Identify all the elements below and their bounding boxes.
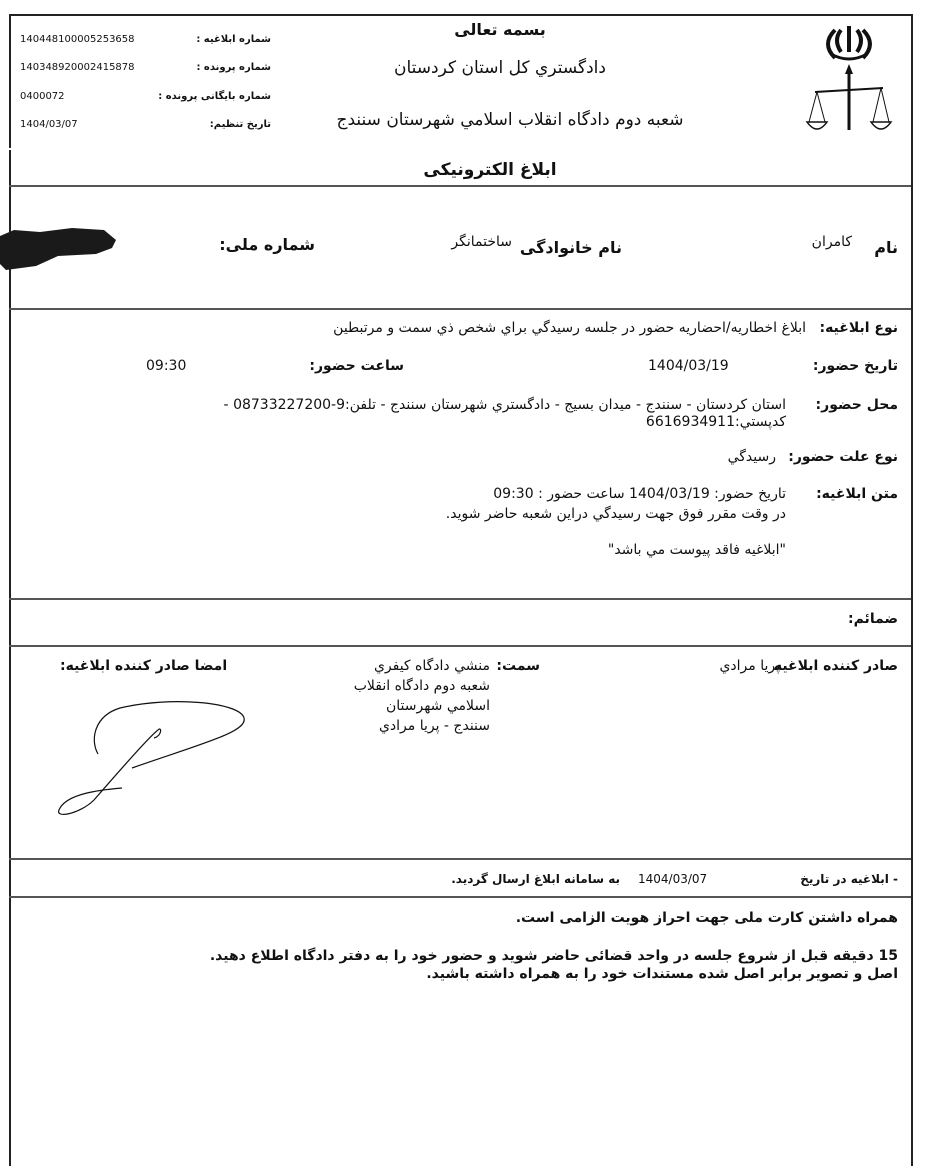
judiciary-emblem-icon — [803, 20, 895, 140]
divider — [9, 598, 911, 600]
appearance-time-value: 09:30 — [146, 358, 187, 374]
notice-text-line3: "ابلاغيه فاقد پيوست مي باشد" — [607, 542, 786, 558]
archive-number-value: 0400072 — [20, 91, 65, 102]
branch-title: شعبه دوم دادگاه انقلاب اسلامي شهرستان سنندج — [336, 110, 684, 130]
appearance-place-line1: استان كردستان - سنندج - ميدان بسيج - دادگستري شهرستان سنندج - تلفن:9-08733227200 - — [223, 397, 786, 413]
appearance-date-label: تاريخ حضور: — [812, 358, 898, 374]
position-line3: اسلامي شهرستان — [385, 698, 490, 714]
national-id-label: شماره ملی: — [219, 235, 315, 254]
case-number-label: شماره پرونده : — [196, 62, 271, 73]
sent-prefix: - ابلاغيه در تاريخ — [800, 872, 898, 886]
issuer-signature — [50, 690, 250, 820]
divider — [9, 858, 911, 860]
notice-number-label: شماره ابلاغيه : — [196, 34, 271, 45]
header-spacer — [9, 148, 911, 150]
sent-suffix: به سامانه ابلاغ ارسال گرديد. — [451, 872, 620, 886]
position-line1: منشي دادگاه كيفري — [373, 658, 490, 674]
position-line2: شعبه دوم دادگاه انقلاب — [353, 678, 490, 694]
issue-date-value: 1404/03/07 — [20, 119, 78, 130]
appearance-date-value: 1404/03/19 — [648, 358, 729, 374]
case-number-value: 140348920002415878 — [20, 62, 135, 73]
position-label: سمت: — [496, 658, 540, 674]
divider — [9, 645, 911, 647]
divider — [9, 185, 911, 187]
notice-type-value: ابلاغ اخطاريه/احضاريه حضور در جلسه رسيدگي براي شخص ذي سمت و مرتبطين — [333, 320, 806, 336]
redacted-national-id — [0, 226, 118, 272]
footer-note-3: اصل و تصویر برابر اصل شده مستندات خود را به همراه داشته باشید. — [426, 966, 898, 982]
notice-text-line1: تاريخ حضور: 1404/03/19 ساعت حضور : 09:30 — [493, 486, 786, 502]
notice-text-label: متن ابلاغيه: — [816, 486, 898, 502]
appearance-place-line2: كدپستي:6616934911 — [645, 414, 786, 430]
signature-label: امضا صادر كننده ابلاغيه: — [60, 658, 228, 674]
page-title: ابلاغ الکترونیکی — [423, 160, 557, 180]
appearance-time-label: ساعت حضور: — [309, 358, 404, 374]
first-name-value: کامران — [811, 234, 852, 250]
notice-type-label: نوع ابلاغيه: — [819, 320, 898, 336]
court-general-title: دادگستري كل استان كردستان — [394, 58, 606, 78]
issue-date-label: تاريخ تنظيم: — [209, 119, 271, 130]
footer-note-2: 15 دقیقه قبل از شروع جلسه در واحد قضائی حاضر شوید و حضور خود را به دفتر دادگاه اطلاع دهید. — [209, 948, 898, 964]
notice-number-value: 140448100005253658 — [20, 34, 135, 45]
appearance-reason-label: نوع علت حضور: — [788, 449, 898, 465]
divider — [9, 308, 911, 310]
position-line4: سنندج - پريا مرادي — [378, 718, 490, 734]
appearance-reason-value: رسيدگي — [727, 449, 776, 465]
sent-date: 1404/03/07 — [638, 872, 708, 886]
footer-note-1: همراه داشتن کارت ملی جهت احراز هویت الزامی است. — [515, 910, 898, 926]
issuer-name: پريا مرادي — [719, 658, 780, 674]
appearance-place-label: محل حضور: — [815, 397, 898, 413]
last-name-value: ساختمانگر — [451, 234, 512, 250]
issuer-label: صادر كننده ابلاغيه — [773, 658, 898, 674]
first-name-label: نام — [874, 238, 898, 257]
divider — [9, 896, 911, 898]
notice-text-line2: در وقت مقرر فوق جهت رسيدگي دراين شعبه حاضر شويد. — [445, 506, 786, 522]
attachments-label: ضمائم: — [847, 611, 898, 627]
archive-number-label: شماره بايگانی پرونده : — [158, 91, 271, 102]
bismillah: بسمه تعالی — [454, 20, 546, 39]
last-name-label: نام خانوادگی — [519, 238, 622, 257]
